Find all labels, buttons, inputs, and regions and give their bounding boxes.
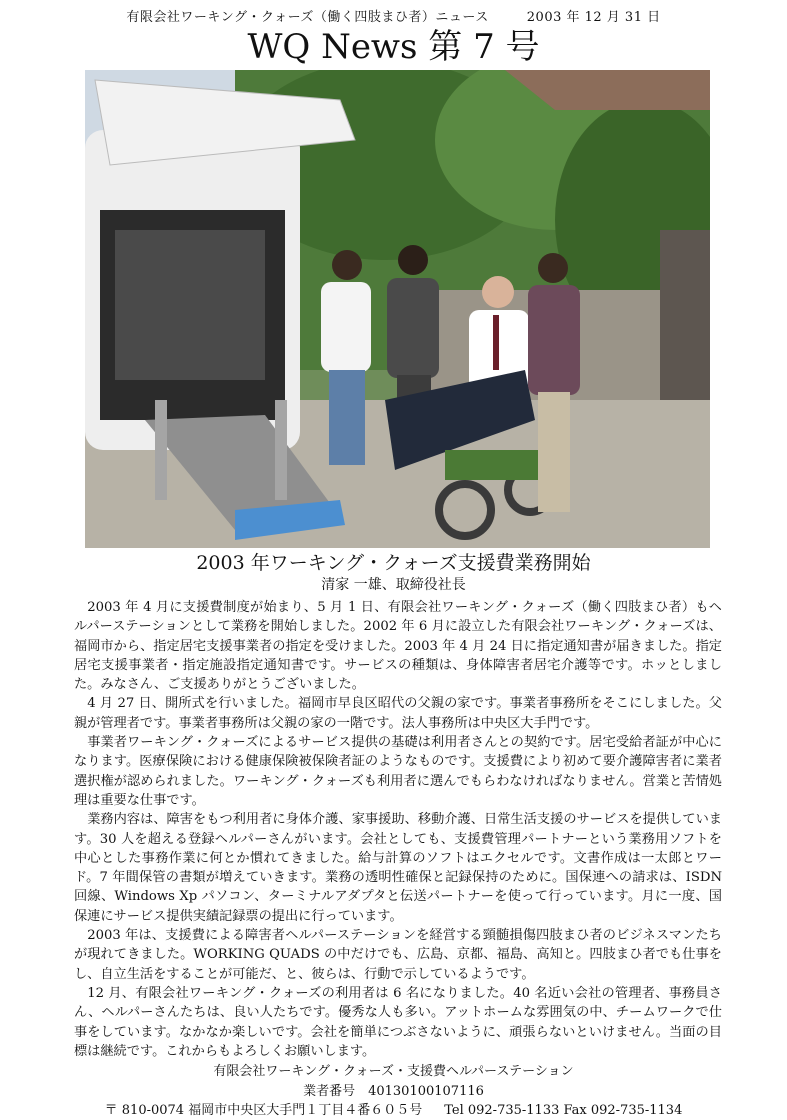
issue-date: 2003 年 12 月 31 日 [526,10,661,25]
publisher-line: 有限会社ワーキング・クォーズ（働く四肢まひ者）ニュース [126,10,489,25]
footer-address: 〒 810-0074 福岡市中央区大手門１丁目４番６０５号 [104,1103,423,1118]
article-headline: 2003 年ワーキング・クォーズ支援費業務開始 [196,552,591,574]
article-body [74,598,722,1061]
footer-company: 有限会社ワーキング・クォーズ・支援費ヘルパーステーション [213,1064,574,1079]
article-paragraph: 2003 年 4 月に支援費制度が始まり、5 月 1 日、有限会社ワーキング・クォーズ（働く四肢まひ者）もヘルパーステーションとして業務を開始しました。2002 年 6 月に設立した有限会社ワーキング・クォーズは、福岡市から、指定居宅支援事業者の指定を受けました。2003 年 4 月 24 日に指定通知書が届きました。指定居宅支援事業者・指定施設指定通知書です。サービスの種類は、身体障害者居宅介護等です。ホッとしました。みなさん、ご支援ありがとうございました。 [74,600,722,693]
article-paragraph: 4 月 27 日、開所式を行いました。福岡市早良区昭代の父親の家です。事業者事務所をそこにしました。父親が管理者です。事業者事務所は父親の家の一階です。法人事務所は中央区大手門です。 [74,696,722,731]
article-paragraph: 事業者ワーキング・クォーズによるサービス提供の基礎は利用者さんとの契約です。居宅受給者証が中心になります。医療保険における健康保険被保険者証のようなものです。支援費により初めて要介護障害者に業者選択権が認められました。ワーキング・クォーズも利用者に選んでもらわなければなりません。営業と苦情処理は重要な仕事です。 [74,735,722,808]
article-author: 清家 一雄、取締役社長 [321,577,466,593]
masthead [0,6,787,25]
footer-phone: Tel 092-735-1133 Fax 092-735-1134 [444,1103,683,1118]
cover-photo [85,70,710,548]
article-paragraph: 業務内容は、障害をもつ利用者に身体介護、家事援助、移動介護、日常生活支援のサービスを提供しています。30 人を超える登録ヘルパーさんがいます。会社としても、支援費管理パートナーという業務用ソフトを中心とした事務作業に何とか慣れてきました。給与計算のソフトはエクセルです。文書作成は一太郎とワード。7 年間保管の書類が増えていきます。業務の透明性確保と記録保持のために。国保連への請求は、ISDN 回線、Windows Xp パソコン、ターミナルアダプタと伝送パートナーを使って行っています。月に一度、国保連にサービス提供実績記録票の提出に行っています。 [74,812,722,924]
photo-image [85,70,710,548]
article-paragraph: 12 月、有限会社ワーキング・クォーズの利用者は 6 名になりました。40 名近い会社の管理者、事務員さん、ヘルパーさんたちは、良い人たちです。優秀な人も多い。アットホームな雰囲気の中、チームワークで仕事をしています。なかなか楽しいです。会社を簡単につぶさないように、頑張らないといけません。当面の目標は継続です。これからもよろしくお願いします。 [74,985,722,1059]
footer-business-number: 業者番号 40130100107116 [303,1084,484,1099]
article-paragraph: 2003 年は、支援費による障害者ヘルパーステーションを経営する頸髄損傷四肢まひ者のビジネスマンたちが現れてきました。WORKING QUADS の中だけでも、広島、京都、福島、高知と。四肢まひ者でも仕事をし、自立生活をすることが可能だ、と、彼らは、行動で示しているようです。 [74,928,722,982]
footer-contact [0,1101,787,1120]
newsletter-title: WQ News 第 7 号 [247,27,540,67]
